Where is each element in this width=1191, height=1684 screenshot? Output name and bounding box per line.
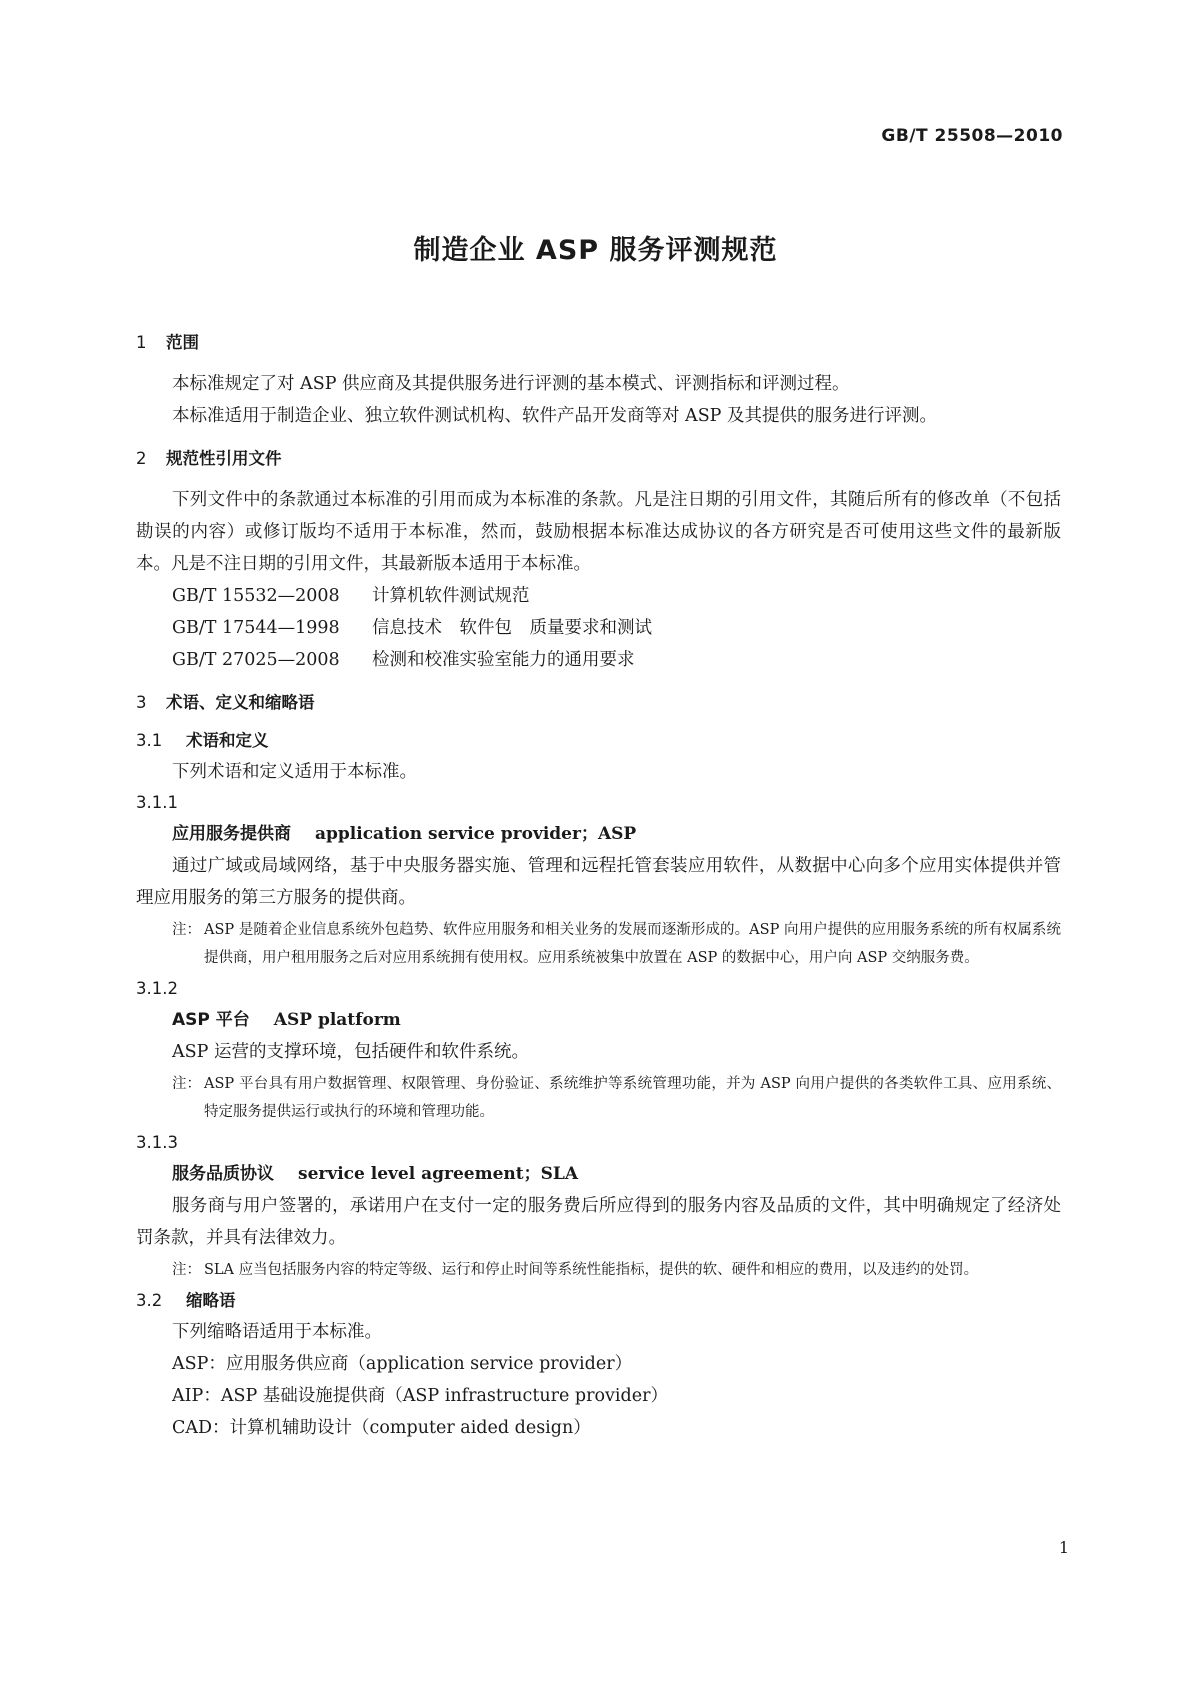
section-title: 术语、定义和缩略语 (166, 693, 315, 712)
section-number: 3 (136, 693, 147, 712)
subsection-title: 术语和定义 (186, 731, 269, 750)
note (172, 1070, 1061, 1126)
subsection-number: 3.2 (136, 1291, 163, 1310)
paragraph: 下列文件中的条款通过本标准的引用而成为本标准的条款。凡是注日期的引用文件，其随后所有的修改单（不包括勘误的内容）或修订版均不适用于本标准，然而，鼓励根据本标准达成协议的各方研究是否可使用这些文件的最新版本。凡是不注日期的引用文件，其最新版本适用于本标准。 (136, 490, 1061, 574)
section-1-heading (136, 330, 1061, 356)
document-body (136, 330, 1061, 1444)
reference-code: GB/T 27025—2008 (172, 650, 340, 670)
abbreviation-item: AIP：ASP 基础设施提供商（ASP infrastructure provider） (172, 1386, 668, 1406)
term-en: ASP platform (273, 1010, 401, 1030)
section-title: 规范性引用文件 (166, 449, 282, 468)
term-heading (136, 818, 1061, 850)
term-cn: 服务品质协议 (172, 1164, 274, 1184)
reference-item (136, 612, 1061, 644)
abbreviation-item: CAD：计算机辅助设计（computer aided design） (172, 1418, 591, 1438)
term-heading (136, 1158, 1061, 1190)
standard-code: GB/T 25508—2010 (881, 126, 1063, 146)
section-number: 1 (136, 333, 147, 352)
section-2-heading (136, 446, 1061, 472)
term-number: 3.1.3 (136, 1133, 178, 1152)
term-cn: 应用服务提供商 (172, 824, 291, 844)
note-text: ASP 是随着企业信息系统外包趋势、软件应用服务和相关业务的发展而逐渐形成的。ASP 向用户提供的应用服务系统的所有权属系统提供商，用户租用服务之后对应用系统拥有使用权。应用系统被集中放置在 ASP 的数据中心，用户向 ASP 交纳服务费。 (204, 922, 1061, 966)
reference-item (136, 644, 1061, 676)
note-text: SLA 应当包括服务内容的特定等级、运行和停止时间等系统性能指标，提供的软、硬件和相应的费用，以及违约的处罚。 (204, 1262, 979, 1278)
term-number: 3.1.2 (136, 979, 178, 998)
reference-title: 信息技术 软件包 质量要求和测试 (372, 618, 652, 638)
term-definition: 通过广域或局域网络，基于中央服务器实施、管理和远程托管套装应用软件，从数据中心向多个应用实体提供并管理应用服务的第三方服务的提供商。 (136, 856, 1061, 908)
subsection-number: 3.1 (136, 731, 163, 750)
paragraph: 本标准规定了对 ASP 供应商及其提供服务进行评测的基本模式、评测指标和评测过程。 (172, 374, 850, 394)
page-number: 1 (1058, 1538, 1069, 1557)
paragraph: 本标准适用于制造企业、独立软件测试机构、软件产品开发商等对 ASP 及其提供的服务进行评测。 (172, 406, 938, 426)
term-number: 3.1.1 (136, 793, 178, 812)
section-title: 范围 (166, 333, 199, 352)
subsection-3-1-heading (136, 726, 1061, 756)
subsection-title: 缩略语 (186, 1291, 236, 1310)
section-3-heading (136, 690, 1061, 716)
term-definition: ASP 运营的支撑环境，包括硬件和软件系统。 (172, 1042, 529, 1062)
reference-title: 计算机软件测试规范 (372, 586, 530, 606)
term-en: application service provider；ASP (315, 824, 637, 844)
note-label: 注： (172, 1076, 201, 1092)
document-title: 制造企业 ASP 服务评测规范 (413, 235, 778, 266)
term-cn: ASP 平台 (172, 1010, 250, 1030)
note-label: 注： (172, 922, 201, 938)
reference-title: 检测和校准实验室能力的通用要求 (372, 650, 635, 670)
abbreviation-item: ASP：应用服务供应商（application service provider） (172, 1354, 633, 1374)
subsection-3-2-heading (136, 1286, 1061, 1316)
note (172, 916, 1061, 972)
reference-code: GB/T 17544—1998 (172, 618, 340, 638)
note-text: ASP 平台具有用户数据管理、权限管理、身份验证、系统维护等系统管理功能，并为 ASP 向用户提供的各类软件工具、应用系统、特定服务提供运行或执行的环境和管理功能。 (204, 1076, 1061, 1120)
term-heading (136, 1004, 1061, 1036)
section-number: 2 (136, 449, 147, 468)
note-label: 注： (172, 1262, 201, 1278)
paragraph: 下列缩略语适用于本标准。 (172, 1322, 382, 1342)
reference-item (136, 580, 1061, 612)
paragraph: 下列术语和定义适用于本标准。 (172, 762, 417, 782)
term-definition: 服务商与用户签署的，承诺用户在支付一定的服务费后所应得到的服务内容及品质的文件，其中明确规定了经济处罚条款，并具有法律效力。 (136, 1196, 1061, 1248)
note (172, 1256, 1061, 1284)
reference-code: GB/T 15532—2008 (172, 586, 340, 606)
term-en: service level agreement；SLA (298, 1164, 579, 1184)
